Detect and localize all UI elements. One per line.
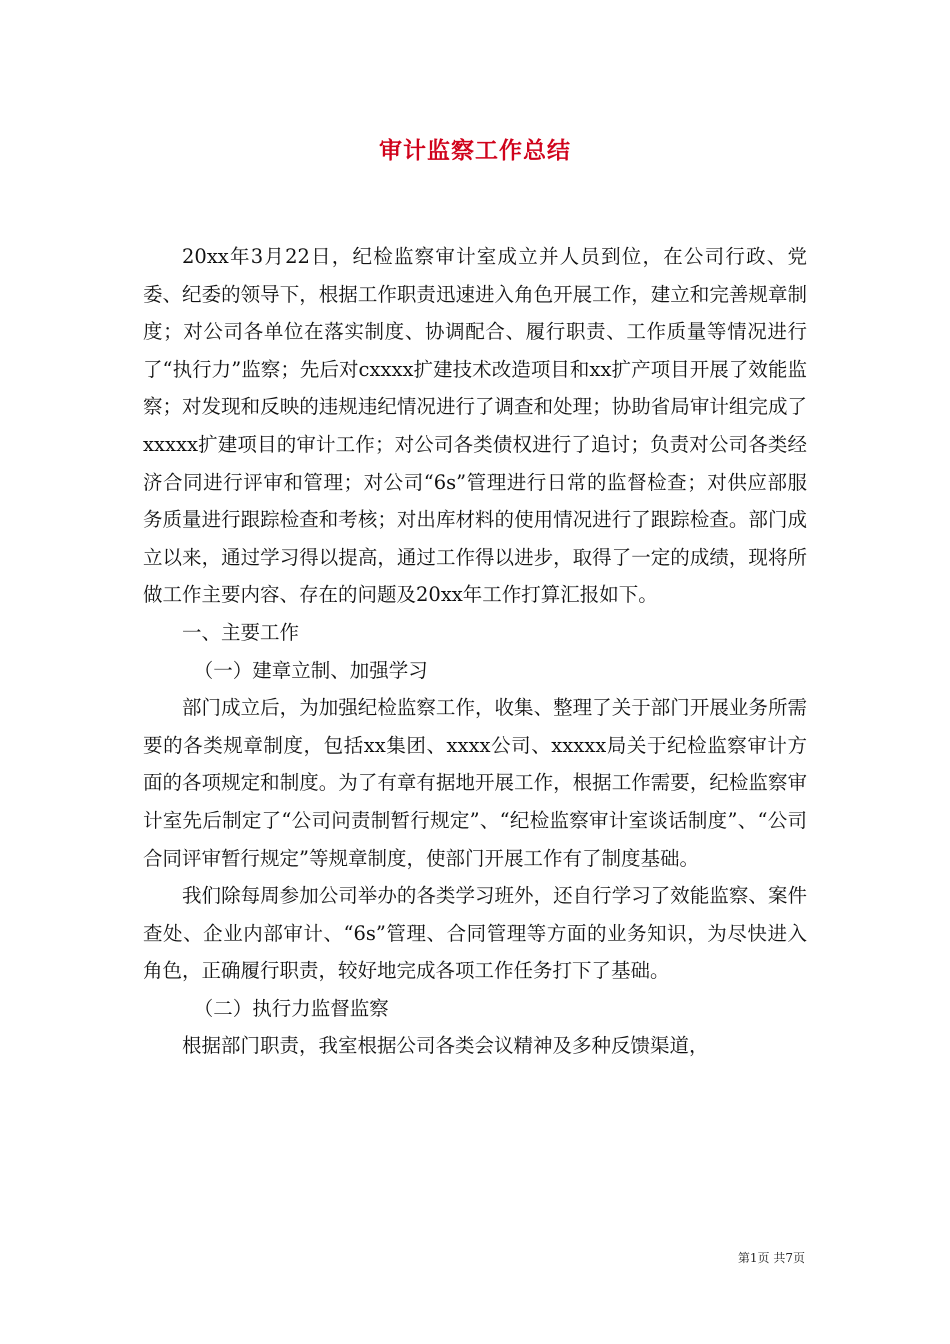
supervision-paragraph: 根据部门职责，我室根据公司各类会议精神及多种反馈渠道， — [182, 1034, 709, 1058]
document-title: 审计监察工作总结 — [379, 138, 571, 164]
section-heading-main-work: 一、主要工作 — [182, 620, 300, 644]
rules-paragraph: 部门成立后，为加强纪检监察工作，收集、整理了关于部门开展业务所需要的各类规章制度，包括xx集团、xxxx公司、xxxxx局关于纪检监察审计方面的各项规定和制度。为了有章有据地开展工作，根据工作需要，纪检监察审计室先后制定了“公司问责制暂行规定”、“纪检监察审计室谈话制度”、“公司合同评审暂行规定”等规章制度，使部门开展工作有了制度基础。 — [143, 696, 807, 870]
subsection-heading-execution-supervision: （二）执行力监督监察 — [193, 996, 389, 1020]
study-paragraph: 我们除每周参加公司举办的各类学习班外，还自行学习了效能监察、案件查处、企业内部审计、“6s”管理、合同管理等方面的业务知识，为尽快进入角色，正确履行职责，较好地完成各项工作任务打下了基础。 — [143, 884, 807, 983]
intro-paragraph: 20xx年3月22日，纪检监察审计室成立并人员到位，在公司行政、党委、纪委的领导下，根据工作职责迅速进入角色开展工作，建立和完善规章制度；对公司各单位在落实制度、协调配合、履行职责、工作质量等情况进行了“执行力”监察；先后对cxxxx扩建技术改造项目和xx扩产项目开展了效能监察；对发现和反映的违规违纪情况进行了调查和处理；协助省局审计组完成了xxxxx扩建项目的审计工作；对公司各类债权进行了追讨；负责对公司各类经济合同进行评审和管理；对公司“6s”管理进行日常的监督检查；对供应部服务质量进行跟踪检查和考核；对出库材料的使用情况进行了跟踪检查。部门成立以来，通过学习得以提高，通过工作得以进步，取得了一定的成绩，现将所做工作主要内容、存在的问题及20xx年工作打算汇报如下。 — [143, 245, 807, 607]
page-number: 第1页 共7页 — [737, 1251, 805, 1265]
subsection-heading-rules-study: （一）建章立制、加强学习 — [193, 658, 428, 682]
document-body — [143, 238, 807, 1065]
